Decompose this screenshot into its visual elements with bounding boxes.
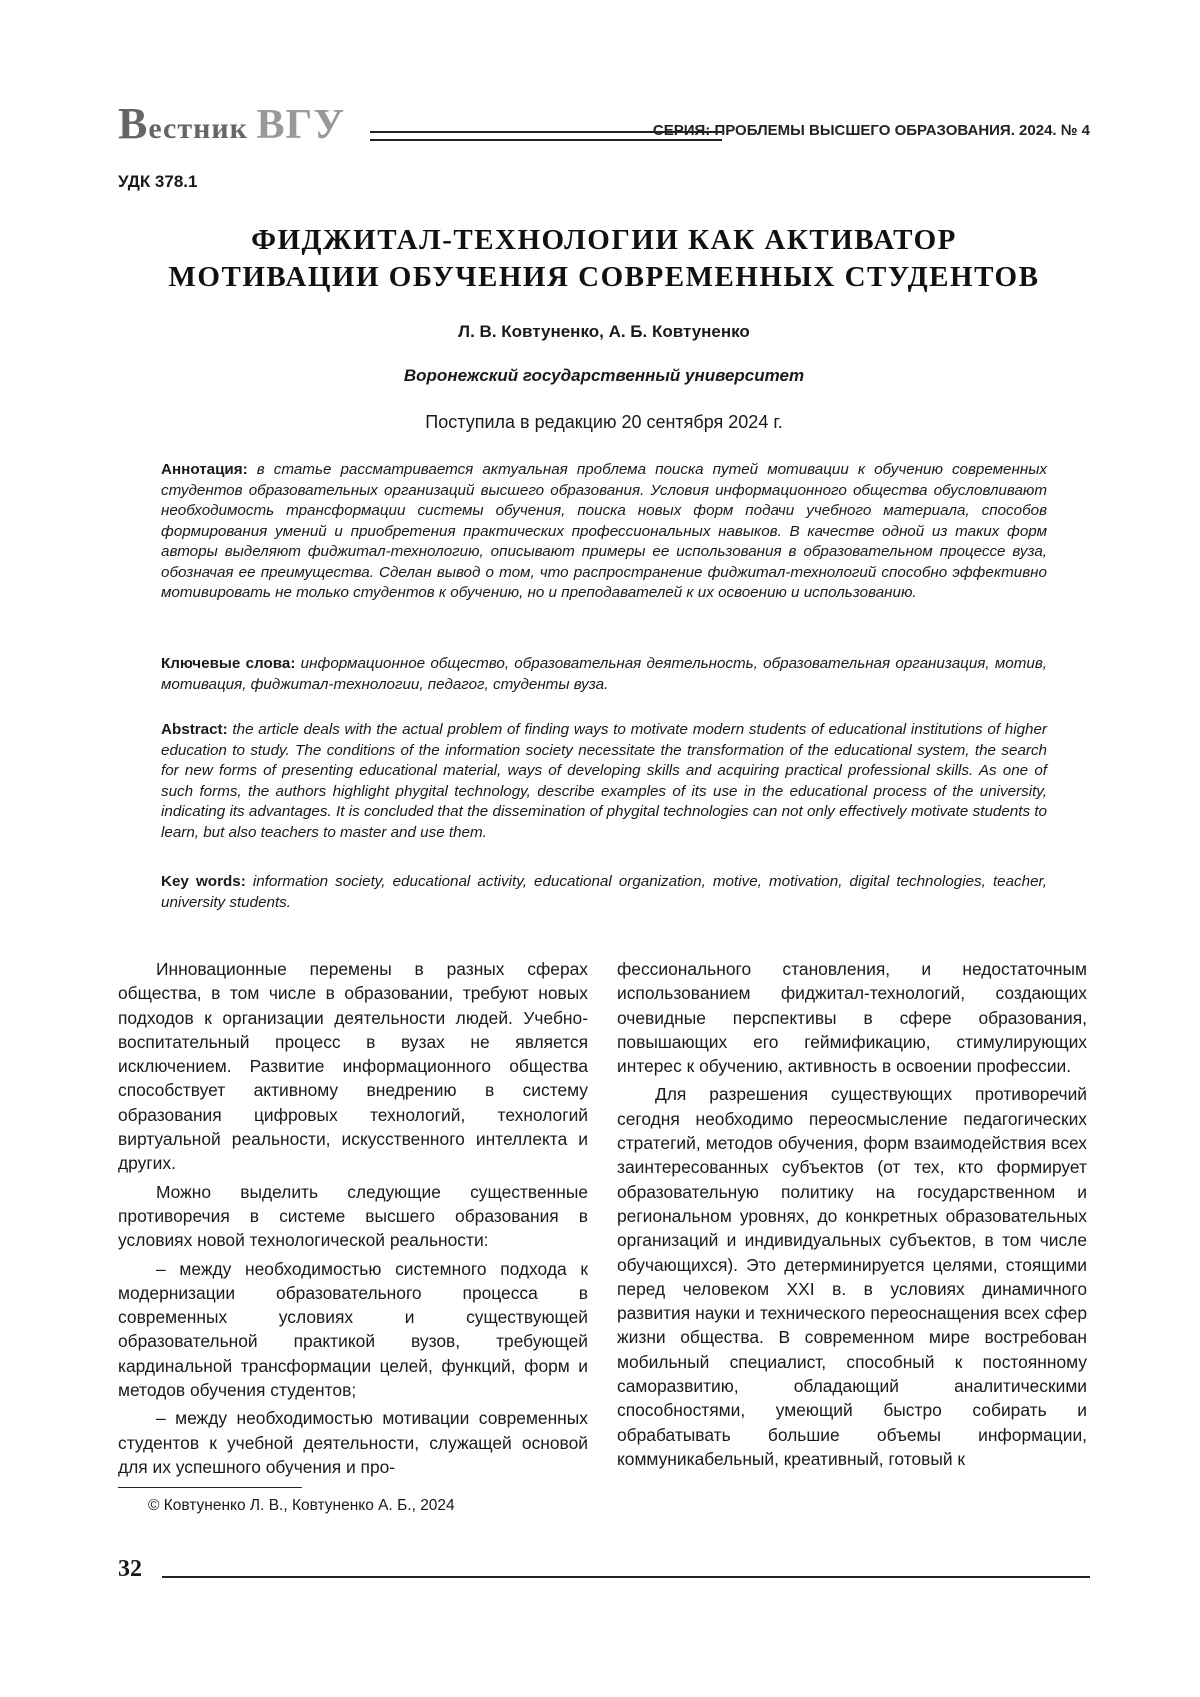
- authors: Л. В. Ковтуненко, А. Б. Ковтуненко: [458, 322, 750, 341]
- abstract-en-label: Abstract:: [161, 721, 228, 738]
- page-number: 32: [118, 1556, 142, 1582]
- body-paragraph: Можно выделить следующие существенные противоречия в системе высшего образования в условиях новой технологической реальности:: [118, 1181, 588, 1251]
- body-column-left: [118, 957, 588, 1483]
- body-column-right: [617, 957, 1087, 1475]
- abstract-en: [161, 720, 1047, 843]
- footer-rule: [162, 1576, 1090, 1578]
- annotation-ru: [161, 460, 1047, 604]
- running-header: [118, 99, 1090, 148]
- received-date: Поступила в редакцию 20 сентября 2024 г.: [425, 412, 783, 432]
- body-paragraph: Инновационные перемены в разных сферах общества, в том числе в образовании, требуют новых подходов к организации деятельности людей. Учебно-воспитательный процесс в вузах не является исключением. Развитие информационного общества способствует активному внедрению в систему образования цифровых технологий, технологий виртуальной реальности, искусственного интеллекта и других.: [118, 959, 588, 1174]
- journal-name-vgu: ВГУ: [256, 102, 346, 148]
- abstract-en-text: the article deals with the actual problem of finding ways to motivate modern students of educational institutions of higher education to study. The conditions of the information society necessitate the transformation of the educational system, the search for new forms of presenting educational material, ways of developing skills and acquiring practical professional skills. As one of such forms, the authors highlight phygital technology, describe examples of its use in the educational process of the university, indicating its advantages. It is concluded that the dissemination of phygital technologies can not only effectively motivate students to learn, but also teachers to master and use them.: [161, 721, 1047, 841]
- keywords-ru-text: информационное общество, образовательная деятельность, образовательная организация, мотив, мотивация, фиджитал-технологии, педагог, студенты вуза.: [161, 655, 1047, 693]
- keywords-en-label: Key words:: [161, 873, 246, 890]
- journal-name-initial: В: [118, 99, 149, 148]
- footnote-rule: [118, 1487, 302, 1488]
- annotation-ru-text: в статье рассматривается актуальная проблема поиска путей мотивации к обучению современных студентов образовательных организаций высшего образования. Условия информационного общества обусловливают необходимость трансформации системы обучения, поиска новых форм подачи учебного материала, способов формирования умений и приобретения практических профессиональных навыков. В качестве одной из таких форм авторы выделяют фиджитал-технологию, описывают примеры ее использования в образовательном процессе вуза, обозначая ее преимущества. Сделан вывод о том, что распространение фиджитал-технологий способно эффективно мотивировать не только студентов к обучению, но и преподавателей к их освоению и использованию.: [161, 461, 1047, 601]
- copyright-footnote: © Ковтуненко Л. В., Ковтуненко А. Б., 2024: [148, 1497, 455, 1514]
- journal-name-rest: естник: [148, 112, 257, 145]
- affiliation: Воронежский государственный университет: [403, 366, 805, 385]
- body-paragraph: Для разрешения существующих противоречий сегодня необходимо переосмысление педагогических стратегий, методов обучения, форм взаимодействия всех заинтересованных субъектов (от тех, кто формирует образовательную политику на государственном и региональном уровнях, до конкретных образовательных организаций и индивидуальных субъектов, в том числе обучающихся). Это детерминируется целями, стоящими перед человеком XXI в. в условиях динамичного развития науки и технического переоснащения всех сфер жизни общества. В современном мире востребован мобильный специалист, способный к постоянному саморазвитию, обладающий аналитическими способностями, умеющий быстро собирать и обрабатывать большие объемы информации, коммуникабельный, креативный, готовый к: [617, 1084, 1087, 1469]
- udk-code: УДК 378.1: [118, 172, 198, 191]
- journal-name: [118, 99, 346, 149]
- keywords-en: [161, 872, 1047, 913]
- series-label: СЕРИЯ: ПРОБЛЕМЫ ВЫСШЕГО ОБРАЗОВАНИЯ. 2024. № 4: [652, 122, 1090, 139]
- keywords-ru-label: Ключевые слова:: [161, 655, 296, 672]
- keywords-en-text: information society, educational activity, educational organization, motive, motivation, digital technologies, teacher, university students.: [161, 873, 1047, 911]
- annotation-ru-label: Аннотация:: [161, 461, 248, 478]
- body-paragraph: фессионального становления, и недостаточным использованием фиджитал-технологий, создающих очевидные перспективы в сфере образования, повышающих его геймификацию, стимулирующих интерес к обучению, активность в освоении профессии.: [617, 959, 1087, 1077]
- article-title-line-1: ФИДЖИТАЛ-ТЕХНОЛОГИИ КАК АКТИВАТОР: [251, 224, 957, 256]
- article-title: [118, 222, 1090, 296]
- article-title-line-2: МОТИВАЦИИ ОБУЧЕНИЯ СОВРЕМЕННЫХ СТУДЕНТОВ: [168, 261, 1040, 293]
- body-paragraph: – между необходимостью системного подхода к модернизации образовательного процесса в современных условиях и существующей образовательной практикой вузов, требующей кардинальной трансформации целей, функций, форм и методов обучения студентов;: [118, 1258, 588, 1401]
- keywords-ru: [161, 654, 1047, 695]
- body-paragraph: – между необходимостью мотивации современных студентов к учебной деятельности, служащей основой для их успешного обучения и про-: [118, 1408, 588, 1477]
